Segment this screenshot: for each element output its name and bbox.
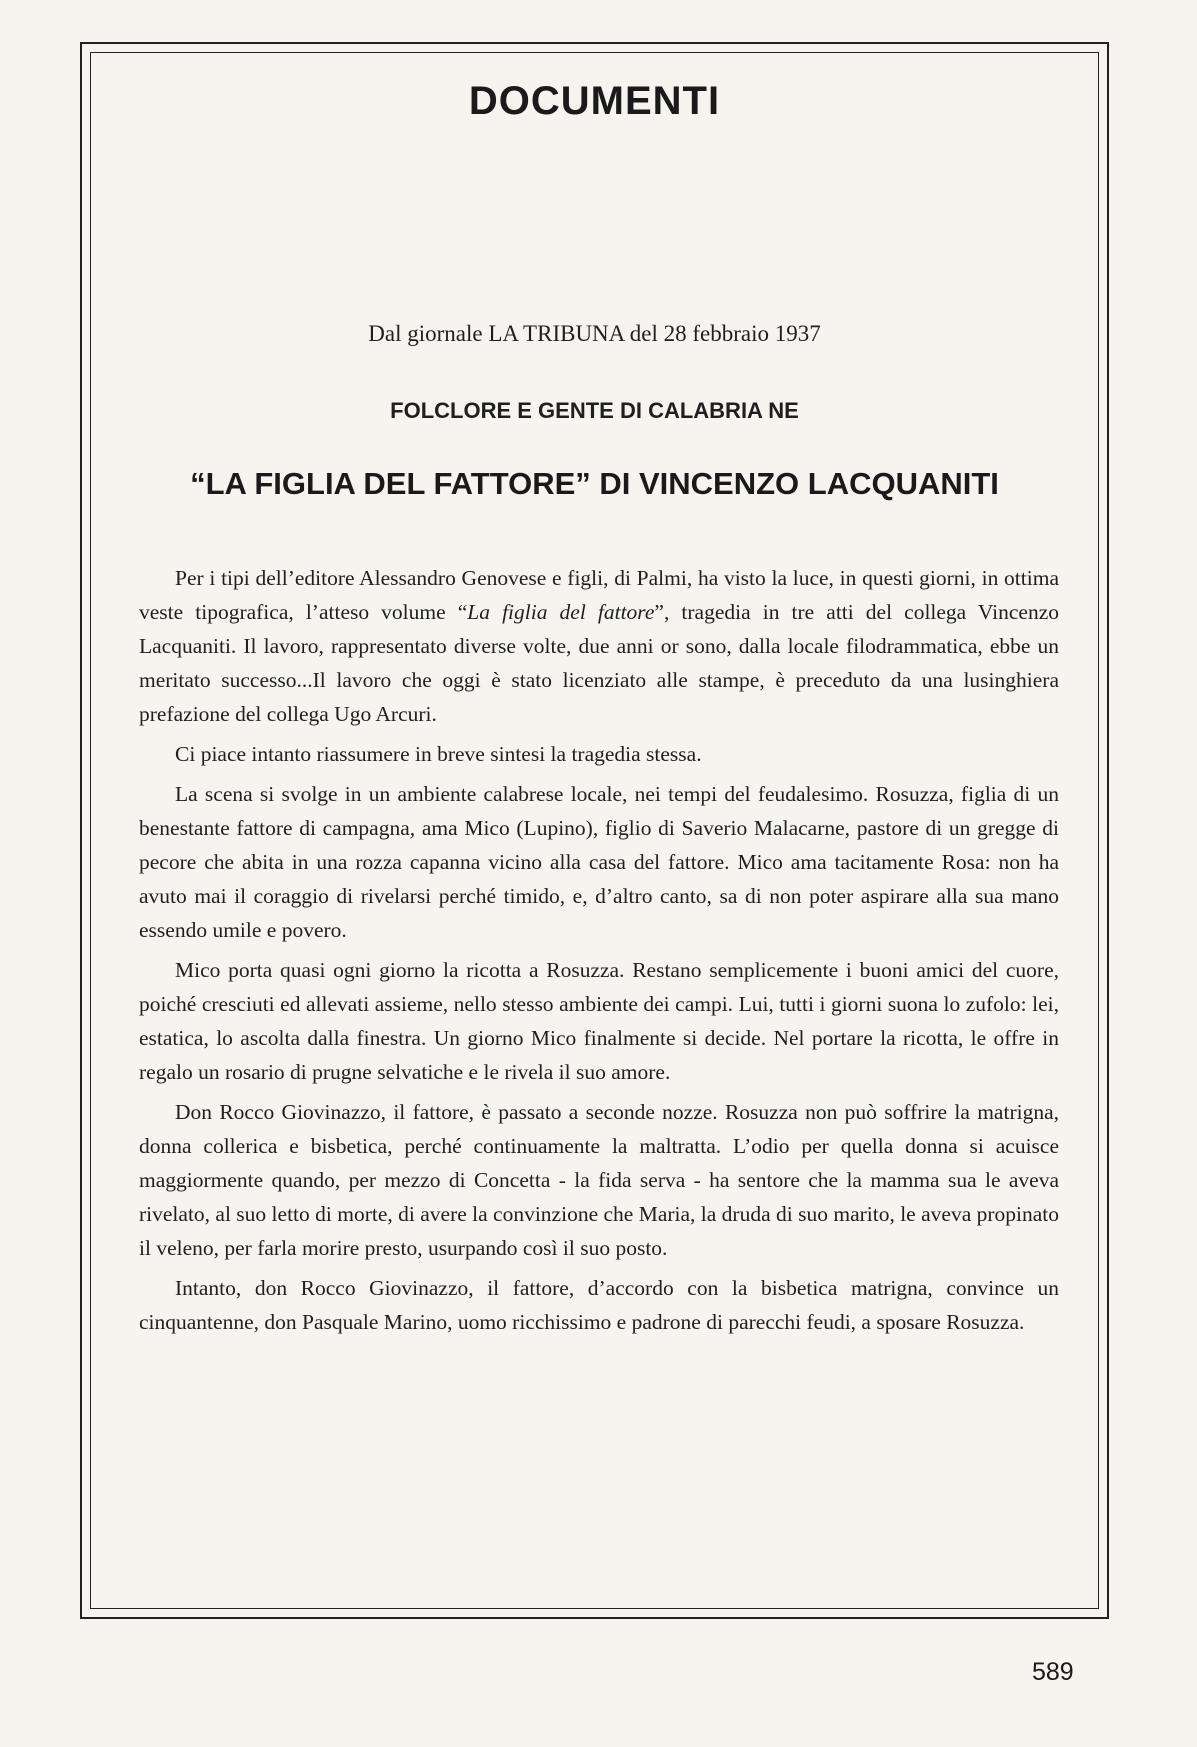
paragraph-text: Per i tipi dell’editore Alessandro Genovese e figli, di Palmi, ha visto la luce, in questi giorni, in ottima veste tipografica, l’atteso volume “ <box>139 566 1059 624</box>
paragraph: Ci piace intanto riassumere in breve sintesi la tragedia stessa. <box>175 742 702 766</box>
paragraph: Mico porta quasi ogni giorno la ricotta a Rosuzza. Restano semplicemente i buoni amici del cuore, poiché cresciuti ed allevati assieme, nello stesso ambiente dei campi. Lui, tutti i giorni suona lo zufolo: lei, estatica, lo ascolta dalla finestra. Un giorno Mico finalmente si decide. Nel portare la ricotta, le offre in regalo un rosario di prugne selvatiche e le rivela il suo amore. <box>139 958 1059 1084</box>
paragraph: Don Rocco Giovinazzo, il fattore, è passato a seconde nozze. Rosuzza non può soffrire la matrigna, donna collerica e bisbetica, perché continuamente la maltratta. L’odio per quella donna si acuisce maggiormente quando, per mezzo di Concetta - la fida serva - ha sentore che la mamma sua le aveva rivelato, al suo letto di morte, di avere la convinzione che Maria, la druda di suo marito, le aveva propinato il veleno, per farla morire presto, usurpando così il suo posto. <box>139 1100 1060 1260</box>
article-subtitle: FOLCLORE E GENTE DI CALABRIA NE <box>390 398 799 423</box>
page-number: 589 <box>1032 1658 1074 1686</box>
document-frame <box>80 42 1109 1619</box>
document-inner-frame <box>90 52 1099 1609</box>
paragraph: Intanto, don Rocco Giovinazzo, il fattore, d’accordo con la bisbetica matrigna, convince un cinquantenne, don Pasquale Marino, uomo ricchissimo e padrone di parecchi feudi, a sposare Rosuzza. <box>139 1276 1059 1334</box>
section-heading: DOCUMENTI <box>468 79 721 123</box>
article-title: “LA FIGLIA DEL FATTORE” DI VINCENZO LACQUANITI <box>190 466 999 501</box>
paragraph-text: ”, tragedia in tre atti del collega Vincenzo Lacquaniti. Il lavoro, rappresentato diverse volte, due anni or sono, dalla locale filodrammatica, ebbe un meritato successo...Il lavoro che oggi è stato licenziato alle stampe, è preceduto da una lusinghiera prefazione del collega Ugo Arcuri. <box>139 600 1059 726</box>
paragraph <box>139 561 1059 731</box>
source-line: Dal giornale LA TRIBUNA del 28 febbraio 1937 <box>368 321 821 346</box>
article-body <box>139 561 1059 1345</box>
book-title-italic: La figlia del fattore <box>467 600 655 624</box>
paragraph: La scena si svolge in un ambiente calabrese locale, nei tempi del feudalesimo. Rosuzza, figlia di un benestante fattore di campagna, ama Mico (Lupino), figlio di Saverio Malacarne, pastore di un gregge di pecore che abita in una rozza capanna vicino alla casa del fattore. Mico ama tacitamente Rosa: non ha avuto mai il coraggio di rivelarsi perché timido, e, d’altro canto, sa di non poter aspirare alla sua mano essendo umile e povero. <box>139 782 1059 942</box>
